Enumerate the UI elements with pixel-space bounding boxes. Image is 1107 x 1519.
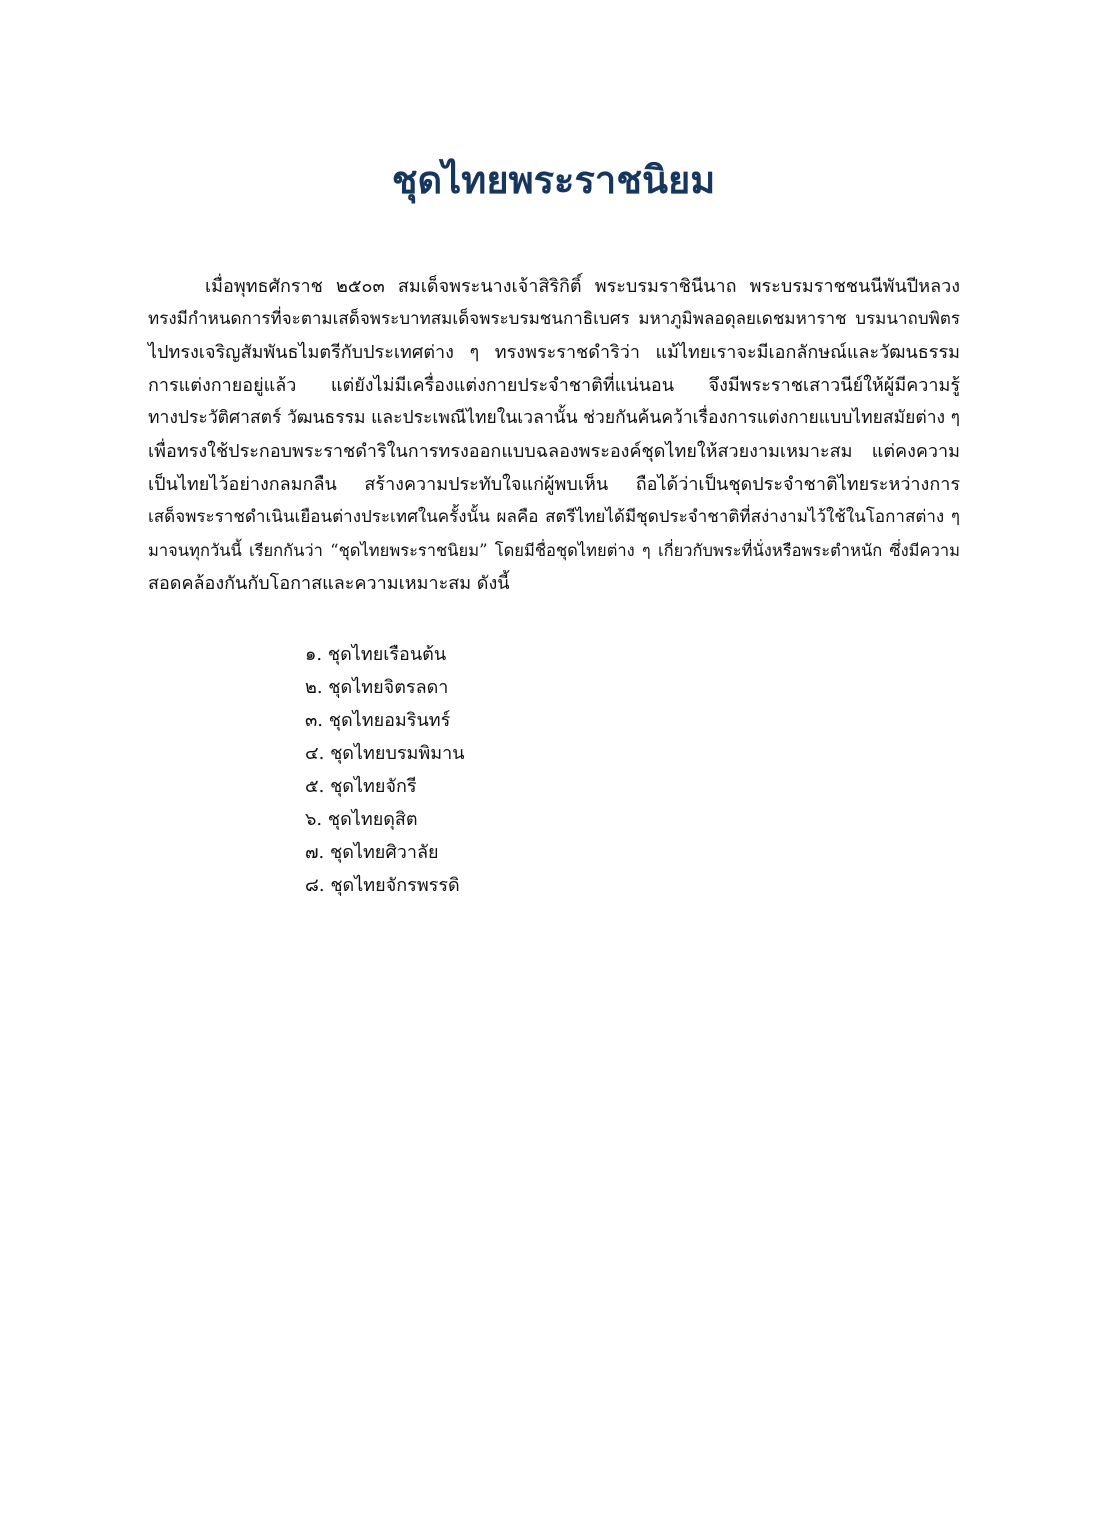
paragraph-line: เสด็จพระราชดำเนินเยือนต่างประเทศในครั้งนั้น ผลคือ สตรีไทยได้มีชุดประจำชาติที่สง่างามไว้ใช้ในโอกาสต่าง ๆ	[148, 507, 960, 527]
paragraph-line: ทางประวัติศาสตร์ วัฒนธรรม และประเพณีไทยในเวลานั้น ช่วยกันค้นคว้าเรื่องการแต่งกายแบบไทยสมัยต่าง ๆ	[148, 408, 961, 428]
document-title: ชุดไทยพระราชนิยม	[391, 157, 716, 202]
paragraph-line: ทรงมีกำหนดการที่จะตามเสด็จพระบาทสมเด็จพระบรมชนกาธิเบศร มหาภูมิพลอดุลยเดชมหาราช บรมนาถบพิตร	[148, 309, 960, 329]
list-item: ๒. ชุดไทยจิตรลดา	[305, 677, 449, 698]
paragraph-line: การแต่งกายอยู่แล้ว แต่ยังไม่มีเครื่องแต่งกายประจำชาติที่แน่นอน จึงมีพระราชเสาวนีย์ให้ผู้มีความรู้	[148, 375, 960, 396]
list-item: ๘. ชุดไทยจักรพรรดิ	[305, 875, 460, 896]
paragraph-line: ไปทรงเจริญสัมพันธไมตรีกับประเทศต่าง ๆ ทรงพระราชดำริว่า แม้ไทยเราจะมีเอกลักษณ์และวัฒนธรรม	[148, 342, 960, 363]
costume-list	[305, 638, 705, 902]
paragraph-line: เป็นไทยไว้อย่างกลมกลืน สร้างความประทับใจแก่ผู้พบเห็น ถือได้ว่าเป็นชุดประจำชาติไทยระหว่างการ	[148, 474, 960, 495]
list-item: ๕. ชุดไทยจักรี	[305, 776, 417, 797]
list-item: ๖. ชุดไทยดุสิต	[305, 809, 418, 830]
list-item: ๑. ชุดไทยเรือนต้น	[305, 644, 447, 665]
paragraph-line: เพื่อทรงใช้ประกอบพระราชดำริในการทรงออกแบบฉลองพระองค์ชุดไทยให้สวยงามเหมาะสม แต่คงความ	[148, 441, 960, 462]
paragraph-line: เมื่อพุทธศักราช ๒๕๐๓ สมเด็จพระนางเจ้าสิริกิติ์ พระบรมราชินีนาถ พระบรมราชชนนีพันปีหลวง	[205, 276, 960, 297]
list-item: ๔. ชุดไทยบรมพิมาน	[305, 743, 465, 764]
list-item: ๓. ชุดไทยอมรินทร์	[305, 710, 451, 731]
paragraph-line: สอดคล้องกันกับโอกาสและความเหมาะสม ดังนี้	[148, 573, 510, 594]
paragraph-line: มาจนทุกวันนี้ เรียกกันว่า “ชุดไทยพระราชนิยม” โดยมีชื่อชุดไทยต่าง ๆ เกี่ยวกับพระที่นั่งหรือพระตำหนัก ซึ่งมีความ	[148, 541, 960, 560]
intro-paragraph	[148, 270, 960, 600]
list-item: ๗. ชุดไทยศิวาลัย	[305, 842, 439, 863]
